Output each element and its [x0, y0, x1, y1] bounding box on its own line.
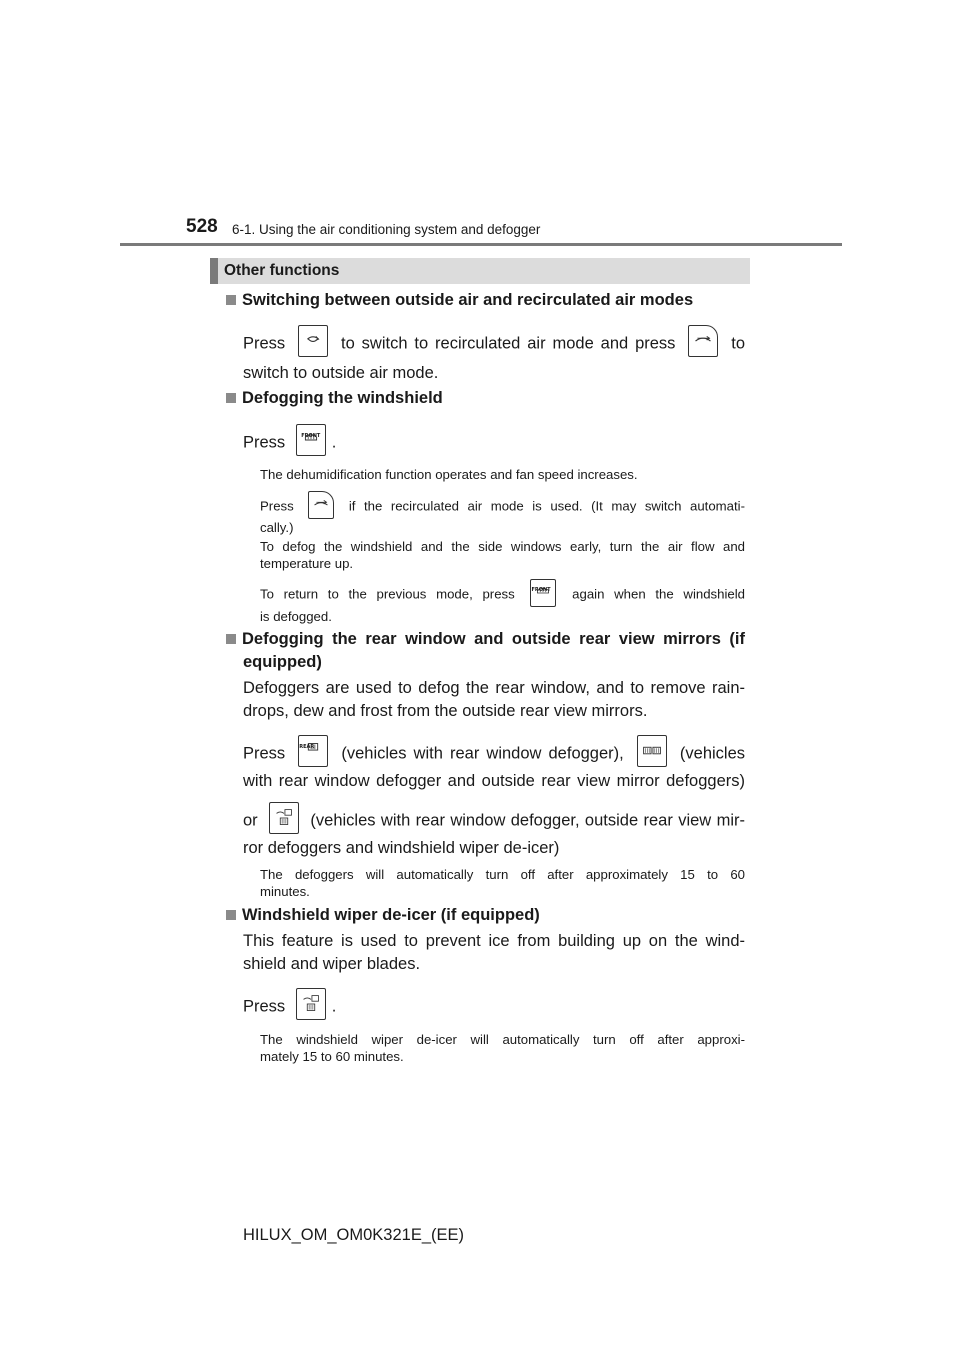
rear-defogger-button-icon: REAR — [298, 735, 328, 767]
outside-air-button-icon — [308, 491, 334, 519]
header-divider — [120, 243, 842, 246]
section-title: 6-1. Using the air conditioning system and defogger — [232, 222, 541, 237]
deicer-note: The windshield wiper de-icer will automatically turn off after approxi- — [260, 1032, 745, 1047]
bullet-square-icon — [226, 634, 236, 644]
heading-recirc: Switching between outside air and recirculated air modes — [226, 291, 693, 310]
recirc-line-1: Press to switch to recirculated air mode and press to — [243, 331, 745, 357]
windshield-note-2: Press if the recirculated air mode is used. (It may switch automati- — [260, 495, 745, 519]
heading-deicer: Windshield wiper de-icer (if equipped) — [226, 906, 540, 925]
bullet-square-icon — [226, 910, 236, 920]
rear-para-2-line-4: ror defoggers and windshield wiper de-icer) — [243, 839, 560, 857]
bullet-square-icon — [226, 295, 236, 305]
document-code: HILUX_OM_OM0K321E_(EE) — [243, 1226, 465, 1244]
heading-windshield: Defogging the windshield — [226, 389, 443, 408]
wiper-deicer-button-icon — [296, 988, 326, 1020]
recirc-line-2: switch to outside air mode. — [243, 364, 439, 382]
front-defogger-button-icon: FRONT — [530, 579, 556, 607]
outside-air-button-icon — [688, 325, 718, 357]
deicer-para-cont: shield and wiper blades. — [243, 955, 421, 973]
windshield-note-3: To defog the windshield and the side windows early, turn the air flow and — [260, 539, 745, 554]
deicer-note-cont: mately 15 to 60 minutes. — [260, 1049, 404, 1064]
rear-para-1: Defoggers are used to defog the rear window, and to remove rain- — [243, 679, 745, 697]
windshield-note-2-cont: cally.) — [260, 520, 294, 535]
section-banner — [210, 258, 750, 284]
rear-note: The defoggers will automatically turn off after approximately 15 to 60 — [260, 867, 745, 882]
rear-para-2: Press REAR (vehicles with rear window defogger), (vehicles — [243, 741, 745, 767]
windshield-note-3-cont: temperature up. — [260, 556, 354, 571]
windshield-press-line: Press FRONT . — [243, 430, 336, 456]
rear-para-2-line-3: or (vehicles with rear window defogger, outside rear view mir- — [243, 808, 745, 834]
banner-title: Other functions — [224, 262, 340, 279]
rear-para-2-cont: with rear window defogger and outside rear view mirror defoggers) — [243, 772, 745, 790]
rear-para-1-cont: drops, dew and frost from the outside rear view mirrors. — [243, 702, 648, 720]
rear-and-mirror-defogger-button-icon — [637, 735, 667, 767]
page-number: 528 — [186, 216, 218, 237]
rear-note-cont: minutes. — [260, 884, 310, 899]
front-defogger-button-icon: FRONT — [296, 424, 326, 456]
heading-rear: Defogging the rear window and outside rear view mirrors (if — [226, 630, 745, 649]
recirculated-air-button-icon — [298, 325, 328, 357]
deicer-para: This feature is used to prevent ice from building up on the wind- — [243, 932, 745, 950]
heading-rear-cont: equipped) — [243, 653, 322, 671]
rear-mirror-wiper-deicer-button-icon — [269, 802, 299, 834]
bullet-square-icon — [226, 393, 236, 403]
windshield-note-4-cont: is defogged. — [260, 609, 332, 624]
windshield-note-4: To return to the previous mode, press FRONT again when the windshield — [260, 583, 745, 607]
deicer-press-line: Press . — [243, 994, 336, 1020]
windshield-note-1: The dehumidification function operates and fan speed increases. — [260, 467, 638, 482]
